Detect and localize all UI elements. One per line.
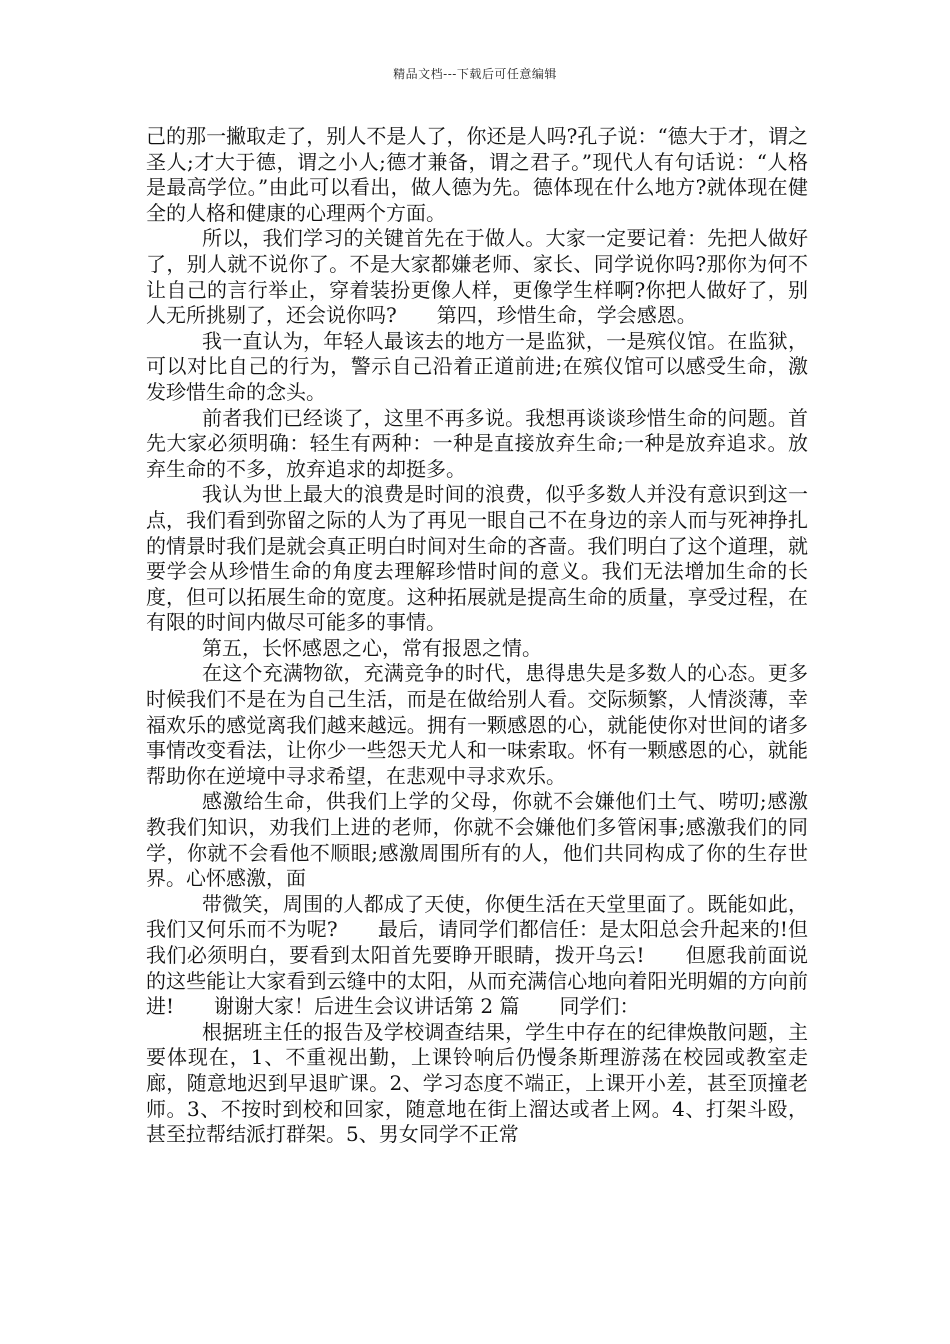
paragraph: 我一直认为，年轻人最该去的地方一是监狱，一是殡仪馆。在监狱，可以对比自己的行为，警示自己沿着正道前进;在殡仪馆可以感受生命，激发珍惜生命的念头。: [146, 328, 808, 404]
paragraph: 前者我们已经谈了，这里不再多说。我想再谈谈珍惜生命的问题。首先大家必须明确：轻生有两种：一种是直接放弃生命;一种是放弃追求。放弃生命的不多，放弃追求的却挺多。: [146, 405, 808, 481]
paragraph: 第五，长怀感恩之心，常有报恩之情。: [202, 635, 542, 660]
page-header: 精品文档---下载后可任意编辑: [393, 67, 557, 81]
paragraph: 在这个充满物欲，充满竞争的时代，患得患失是多数人的心态。更多时候我们不是在为自己生活，而是在做给别人看。交际频繁，人情淡薄，幸福欢乐的感觉离我们越来越远。拥有一颗感恩的心，就能使你对世间的诸多事情改变看法，让你少一些怨天尤人和一味索取。怀有一颗感恩的心，就能帮助你在逆境中寻求希望，在悲观中寻求欢乐。: [146, 661, 808, 788]
paragraph: 带微笑，周围的人都成了天使，你便生活在天堂里面了。既能如此，我们又何乐而不为呢? 最后，请同学们都信任：是太阳总会升起来的!但我们必须明白，要看到太阳首先要睁开眼睛，拨开乌云! 但愿我前面说的这些能让大家看到云缝中的太阳，从而充满信心地向着阳光明媚的方向前进! 谢谢大家！后进生会议讲话第 2 篇 同学们：: [146, 891, 808, 1019]
paragraph: 我认为世上最大的浪费是时间的浪费，似乎多数人并没有意识到这一点，我们看到弥留之际的人为了再见一眼自己不在身边的亲人而与死神挣扎的情景时我们是就会真正明白时间对生命的吝啬。我们明白了这个道理，就要学会从珍惜生命的角度去理解珍惜时间的意义。我们无法增加生命的长度，但可以拓展生命的宽度。这种拓展就是提高生命的质量，享受过程，在有限的时间内做尽可能多的事情。: [146, 482, 808, 635]
paragraph: 所以，我们学习的关键首先在于做人。大家一定要记着：先把人做好了，别人就不说你了。不是大家都嫌老师、家长、同学说你吗?那你为何不让自己的言行举止，穿着装扮更像人样，更像学生样啊?你把人做好了，别人无所挑剔了，还会说你吗? 第四，珍惜生命，学会感恩。: [146, 226, 808, 328]
paragraph: 己的那一撇取走了，别人不是人了，你还是人吗?孔子说：“德大于才，谓之圣人;才大于德，谓之小人;德才兼备，谓之君子。”现代人有句话说：“人格是最高学位。”由此可以看出，做人德为先。德体现在什么地方?就体现在健全的人格和健康的心理两个方面。: [146, 124, 808, 225]
document-body: [146, 124, 808, 1148]
paragraph: 根据班主任的报告及学校调查结果，学生中存在的纪律焕散问题，主要体现在，1、不重视出勤，上课铃响后仍慢条斯理游荡在校园或教室走廊，随意地迟到早退旷课。2、学习态度不端正，上课开小差，甚至顶撞老师。3、不按时到校和回家，随意地在街上溜达或者上网。4、打架斗殴，甚至拉帮结派打群架。5、男女同学不正常: [146, 1019, 808, 1147]
paragraph: 感激给生命，供我们上学的父母，你就不会嫌他们土气、唠叨;感激教我们知识，劝我们上进的老师，你就不会嫌他们多管闲事;感激我们的同学，你就不会看他不顺眼;感激周围所有的人，他们共同构成了你的生存世界。心怀感激，面: [146, 789, 808, 891]
